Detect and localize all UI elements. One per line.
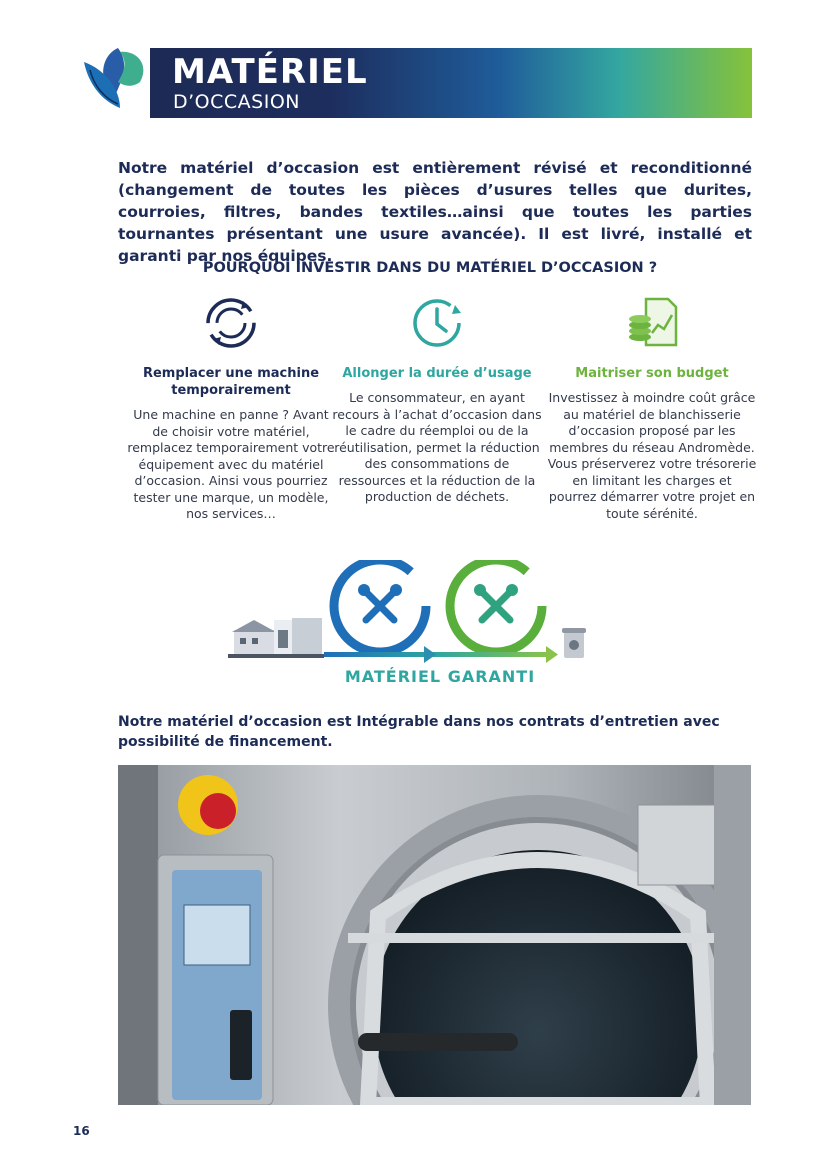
benefit-text: Une machine en panne ? Avant de choisir votre matériel, remplacez temporairement votre équipement avec du matériel d’occasion. Ainsi vous pourriez tester une marque, un modèle, nos services… bbox=[127, 407, 335, 521]
financing-note: Notre matériel d’occasion est Intégrable dans nos contrats d’entretien avec possibilité de financement. bbox=[118, 714, 720, 750]
section-title: POURQUOI INVESTIR DANS DU MATÉRIEL D’OCCASION ? bbox=[202, 260, 658, 276]
clock-icon bbox=[409, 295, 465, 351]
budget-coins-chart-icon bbox=[624, 295, 680, 351]
benefit-column-budget bbox=[547, 295, 757, 522]
recycle-arrows-icon bbox=[203, 295, 259, 351]
benefit-column-replace bbox=[126, 295, 336, 523]
benefit-heading: Remplacer une machine temporairement bbox=[142, 366, 320, 398]
page-subtitle: D’OCCASION bbox=[173, 91, 300, 113]
guarantee-label: MATÉRIEL GARANTI bbox=[344, 667, 536, 686]
benefit-heading: Maitriser son budget bbox=[575, 366, 729, 381]
benefit-heading: Allonger la durée d’usage bbox=[342, 366, 532, 381]
benefit-text: Investissez à moindre coût grâce au matériel de blanchisserie d’occasion proposé par les membres du réseau Andromède. Vous préserverez votre trésorerie en limitant les charges et pourrez démarrer votre projet en toute sérénité. bbox=[547, 390, 757, 521]
tools-icon-green bbox=[474, 584, 518, 620]
bin-icon bbox=[562, 628, 586, 658]
page-number: 16 bbox=[73, 1124, 90, 1138]
tools-icon-blue bbox=[358, 584, 402, 620]
laundry-machine-photo bbox=[118, 765, 751, 1105]
intro-paragraph: Notre matériel d’occasion est entièrement révisé et reconditionné (changement de toutes les pièces d’usures telles que durites, courroies, filtres, bandes textiles…ainsi que toutes les parties tournantes présentant une usure avancée). Il est livré, installé et garanti par nos équipes. bbox=[118, 159, 752, 265]
building-icon bbox=[228, 618, 324, 658]
benefit-column-extend bbox=[332, 295, 542, 506]
benefit-text: Le consommateur, en ayant recours à l’achat d’occasion dans le cadre du réemploi ou de la réutilisation, permet la réduction des consommations de ressources et la réduction de la production de déchets. bbox=[332, 390, 542, 504]
progress-arrow-line bbox=[324, 652, 550, 657]
leaf-logo-icon bbox=[80, 42, 152, 122]
page-title: MATÉRIEL bbox=[172, 52, 368, 92]
